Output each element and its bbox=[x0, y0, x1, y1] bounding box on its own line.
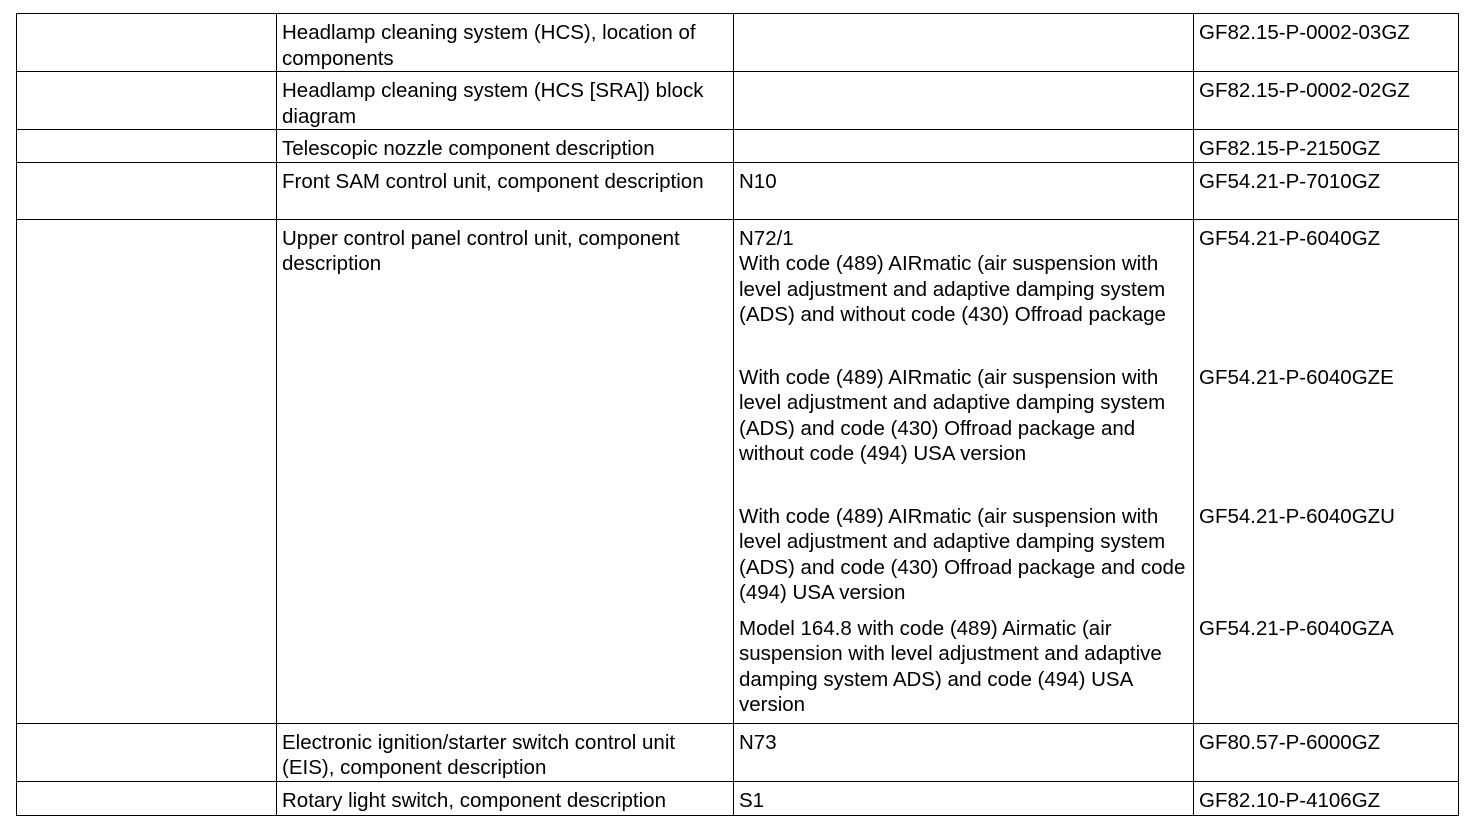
condition-text: Model 164.8 with code (489) Airmatic (air suspension with level adjustment and adaptive damping system ADS) and code (494) USA version bbox=[739, 616, 1162, 716]
condition-text: S1 bbox=[739, 788, 765, 812]
code-cell bbox=[734, 72, 1194, 130]
blank-cell bbox=[17, 130, 277, 163]
blank-cell bbox=[17, 14, 277, 72]
document-number: GF54.21-P-6040GZU bbox=[1199, 504, 1395, 528]
description-cell: Upper control panel control unit, component description bbox=[277, 219, 734, 723]
document-number-cell bbox=[1194, 723, 1459, 781]
document-number-cell bbox=[1194, 219, 1459, 723]
document-number-cell bbox=[1194, 130, 1459, 163]
document-table bbox=[16, 13, 1459, 816]
blank-cell bbox=[17, 72, 277, 130]
table-row bbox=[17, 723, 1459, 781]
condition-text bbox=[734, 130, 1193, 136]
code-cell bbox=[734, 14, 1194, 72]
description-cell: Headlamp cleaning system (HCS [SRA]) block diagram bbox=[277, 72, 734, 130]
document-number: GF54.21-P-6040GZE bbox=[1199, 365, 1394, 389]
condition-text: With code (489) AIRmatic (air suspension with level adjustment and adaptive damping system (ADS) and code (430) Offroad package and without code (494) USA version bbox=[739, 365, 1166, 465]
document-number-cell bbox=[1194, 72, 1459, 130]
condition-text: N73 bbox=[739, 730, 777, 754]
table-row bbox=[17, 130, 1459, 163]
description-cell: Front SAM control unit, component description bbox=[277, 162, 734, 219]
document-number-cell bbox=[1194, 781, 1459, 815]
description-cell: Headlamp cleaning system (HCS), location of components bbox=[277, 14, 734, 72]
document-number: GF82.15-P-2150GZ bbox=[1199, 137, 1381, 160]
code-cell bbox=[734, 162, 1194, 219]
table-body bbox=[17, 14, 1459, 816]
document-number-cell bbox=[1194, 14, 1459, 72]
code-cell bbox=[734, 781, 1194, 815]
document-number: GF82.15-P-0002-02GZ bbox=[1199, 79, 1410, 102]
code-cell bbox=[734, 130, 1194, 163]
description-cell: Telescopic nozzle component description bbox=[277, 130, 734, 163]
document-number: GF82.15-P-0002-03GZ bbox=[1199, 21, 1410, 44]
document-number: GF82.10-P-4106GZ bbox=[1199, 788, 1381, 812]
blank-cell bbox=[17, 219, 277, 723]
table-row bbox=[17, 781, 1459, 815]
table-row bbox=[17, 219, 1459, 723]
description-cell: Rotary light switch, component description bbox=[277, 781, 734, 815]
code-cell bbox=[734, 723, 1194, 781]
table-row bbox=[17, 14, 1459, 72]
condition-text: With code (489) AIRmatic (air suspension with level adjustment and adaptive damping system (ADS) and code (430) Offroad package and code (494) USA version bbox=[739, 504, 1186, 604]
condition-text bbox=[734, 72, 1193, 78]
blank-cell bbox=[17, 781, 277, 815]
blank-cell bbox=[17, 723, 277, 781]
document-number-cell bbox=[1194, 162, 1459, 219]
table-row bbox=[17, 72, 1459, 130]
condition-text bbox=[734, 14, 1193, 20]
document-number: GF80.57-P-6000GZ bbox=[1199, 730, 1381, 754]
description-cell: Electronic ignition/starter switch control unit (EIS), component description bbox=[277, 723, 734, 781]
document-number: GF54.21-P-6040GZA bbox=[1199, 616, 1394, 640]
document-number: GF54.21-P-6040GZ bbox=[1199, 226, 1381, 250]
document-number: GF54.21-P-7010GZ bbox=[1199, 169, 1381, 193]
table-row bbox=[17, 162, 1459, 219]
condition-text: N72/1 With code (489) AIRmatic (air suspension with level adjustment and adaptive damping system (ADS) and without code (430) Offroad package bbox=[739, 226, 1166, 326]
blank-cell bbox=[17, 162, 277, 219]
code-cell bbox=[734, 219, 1194, 723]
condition-text: N10 bbox=[739, 169, 777, 193]
